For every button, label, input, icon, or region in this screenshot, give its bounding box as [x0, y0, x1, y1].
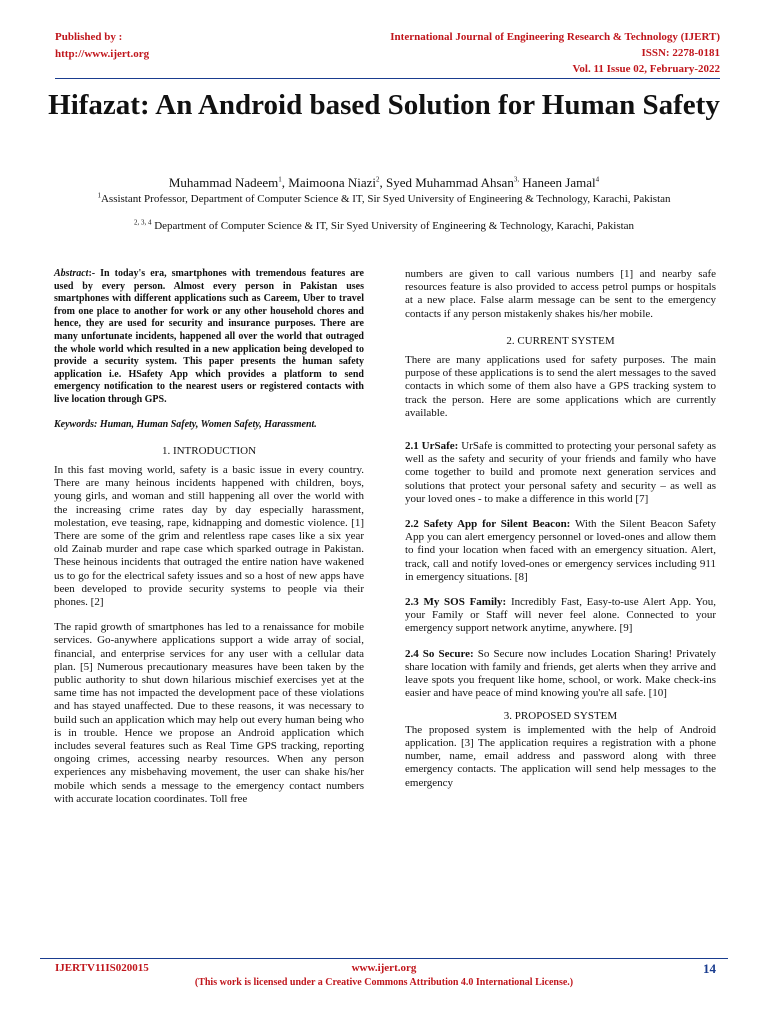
- author-superscript: 3,: [513, 175, 520, 184]
- volume-issue: Vol. 11 Issue 02, February-2022: [572, 63, 720, 75]
- affiliation-1: [60, 193, 708, 206]
- abstract-text: :- In today's era, smartphones with tremendous features are used by every person. Almost every person in Pakistan uses smartphones with different applications such as Careem, Uber to travel from one place to another for work or any other household chores and hence, they are used for security and insurance purposes. There are many unfortunate incidents, happened all over the world that outraged the whole world which resulted in a new application being developed to provide a security system. This paper presents the human safety application i.e. HSafety App which provides a platform to send emergency notification to the nearest users or registered contacts with live location through GPS.: [54, 268, 364, 405]
- affiliation-superscript: 1: [97, 191, 101, 200]
- author-superscript: 1: [278, 175, 282, 184]
- section-heading-proposed-system: 3. PROPOSED SYSTEM: [503, 710, 618, 723]
- subsection-text: So Secure now includes Location Sharing! Privately share location with family and friends, get alerts when they arrive and leave spots you frequent like home, school, or work. Make check-ins easier and have peace of mind knowing you're all safe. [10]: [405, 647, 716, 700]
- paper-id: IJERTV11IS020015: [55, 962, 149, 974]
- current-system-paragraph: There are many applications used for safety purposes. The main purpose of these applications is to send the alert messages to the saved contacts in which some of them also have a GPS tracking system to track the person. Here are some applications which are currently available.: [405, 354, 716, 419]
- subsection-ursafe: [405, 440, 716, 506]
- footer-divider: [40, 958, 728, 959]
- issn: ISSN: 2278-0181: [641, 47, 720, 59]
- subsection-so-secure: [405, 648, 716, 701]
- subsection-silent-beacon: [405, 518, 716, 584]
- publisher-website-link[interactable]: http://www.ijert.org: [55, 48, 150, 60]
- author-name: Haneen Jamal: [519, 175, 596, 190]
- author-list: [40, 175, 728, 190]
- keywords: Keywords: Human, Human Safety, Women Safety, Harassment.: [54, 418, 317, 430]
- subsection-my-sos-family: [405, 596, 716, 636]
- license-notice: (This work is licensed under a Creative Commons Attribution 4.0 International License.): [194, 977, 574, 988]
- subsection-label: 2.1 UrSafe:: [405, 440, 459, 453]
- abstract-label: Abstract: [54, 268, 89, 279]
- section-heading-current-system: 2. CURRENT SYSTEM: [506, 334, 615, 347]
- affiliation-text: Department of Computer Science & IT, Sir Syed University of Engineering & Technology, Karachi, Pakistan: [151, 220, 635, 232]
- page-number: 14: [703, 961, 716, 976]
- author-name: , Syed Muhammad Ahsan: [379, 175, 514, 190]
- left-column: [54, 268, 364, 806]
- author-superscript: 2: [376, 175, 380, 184]
- right-column: [405, 268, 716, 790]
- affiliation-2: [60, 220, 708, 233]
- subsection-text: With the Silent Beacon Safety App you can alert emergency personnel or loved-ones and allow them to find your location when faced with an emergency situation. Alert, track, call and notify loved-ones or emergency services including 911 in emergency situations. [8]: [405, 518, 716, 583]
- journal-name: International Journal of Engineering Research & Technology (IJERT): [390, 31, 720, 43]
- intro-paragraph-1: In this fast moving world, safety is a basic issue in every country. There are many heinous incidents happened with children, boys, young girls, and woman and still happening all over the world with the increasing crime rates day by day especially harassment, molestation, eve teasing, rape, kidnapping and domestic violence. [1] There are some of the grim and relentless rape cases like a six year old Zainab murder and rape case which sparked outrage in Pakistan. These heinous incidents that outraged the entire nation have wakened us to go for the electrical safety issues and so a host of new apps have been developed to provide security systems to people via their phones. [2]: [54, 463, 364, 608]
- intro-continuation: numbers are given to call various numbers [1] and nearby safe resources feature is also provided to access petrol pumps or hospitals at a new place. False alarm message can be sent to the emergency contacts if any person mistakenly shakes his/her mobile.: [405, 268, 716, 320]
- subsection-label: 2.2 Safety App for Silent Beacon:: [405, 518, 571, 531]
- paper-title: Hifazat: An Android based Solution for Human Safety: [48, 89, 720, 121]
- subsection-label: 2.3 My SOS Family:: [405, 596, 507, 609]
- author-superscript: 4: [595, 175, 600, 184]
- author-name: , Maimoona Niazi: [281, 175, 376, 190]
- section-heading-introduction: 1. INTRODUCTION: [161, 444, 257, 457]
- subsection-label: 2.4 So Secure:: [405, 647, 474, 660]
- affiliation-superscript: 2, 3, 4: [133, 218, 152, 227]
- author-name: Muhammad Nadeem: [168, 175, 279, 190]
- affiliation-text: Assistant Professor, Department of Computer Science & IT, Sir Syed University of Engineering & Technology, Karachi, Pakistan: [100, 193, 671, 205]
- subsection-text: Incredibly Fast, Easy-to-use Alert App. You, your Family or Staff will never feel alone. Connected to your emergency support network anytime, anywhere. [9]: [405, 596, 716, 635]
- proposed-system-paragraph: The proposed system is implemented with the help of Android application. [3] The application requires a registration with a phone number, name, email address and password along with three emergency contacts. The application will send help messages to the emergency: [405, 723, 716, 789]
- header-divider: [55, 78, 720, 79]
- abstract: [54, 268, 364, 407]
- published-by-label: Published by :: [55, 31, 123, 43]
- publisher-block: [55, 29, 149, 63]
- footer-website-link[interactable]: www.ijert.org: [351, 962, 417, 974]
- intro-paragraph-2: The rapid growth of smartphones has led to a renaissance for mobile services. Go-anywhere applications support a wide array of social, financial, and enterprise services for any user with a cellular data plan. [5] Numerous precautionary measures have been taken by the public authority to shut down hilarious mischief exercises yet at the same time has not impacted the development pace of these violations and has stayed unaffected. Due to these reasons, it was necessary to build such an application which may help out every human being who is in trouble. Hence we propose an Android application which includes several features such as Real Time GPS tracking, reporting ongoing crimes, accessing nearby resources. When any person experiences any misbehaving movement, the user can shake his/her mobile which sends a message to the emergency contact numbers with accurate location coordinates. Toll free: [54, 621, 364, 805]
- journal-block: [390, 29, 720, 77]
- subsection-text: UrSafe is committed to protecting your personal safety as well as the safety and security of your friends and family who have come together to build and promote next generation services and solutions that protect your personal safety and security – as well as your loved ones - to make a difference in this world [7]: [405, 440, 716, 505]
